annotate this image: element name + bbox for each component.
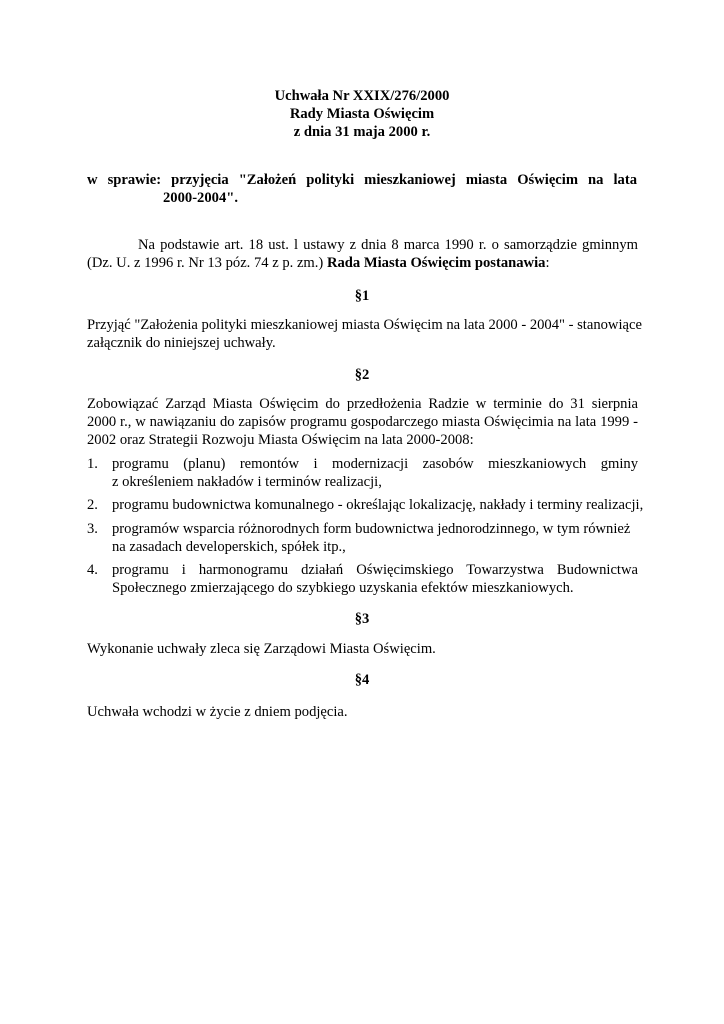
section-heading-4: §4 — [354, 672, 370, 688]
section-3-body — [87, 640, 638, 658]
section-1-body — [87, 316, 642, 352]
issuing-body: Rady Miasta Oświęcim — [289, 106, 435, 122]
list-item-line-1: programu i harmonogramu działań Oświęcimskiego Towarzystwa Budownictwa — [112, 562, 638, 578]
list-item-line-1: programu (planu) remontów i modernizacji zasobów mieszkaniowych gminy — [112, 456, 638, 472]
section-2-body — [87, 395, 638, 449]
list-item-line-2: z określeniem nakładów i terminów realizacji, — [112, 474, 382, 490]
section-heading-2: §2 — [354, 367, 370, 383]
preamble-line-1: Na podstawie art. 18 ust. l ustawy z dnia 8 marca 1990 r. o samorządzie gminnym — [138, 237, 638, 253]
resolution-title — [0, 87, 724, 141]
section-4-body — [87, 703, 638, 721]
s4-line-1: Uchwała wchodzi w życie z dniem podjęcia. — [87, 704, 348, 720]
preamble-council-decides: Rada Miasta Oświęcim postanawia — [326, 255, 546, 271]
preamble — [87, 236, 638, 272]
list-item-line-1: programu budownictwa komunalnego - określając lokalizację, nakłady i terminy realizacji, — [112, 497, 644, 513]
list-item-number: 4. — [87, 562, 98, 578]
list-item-number: 2. — [87, 497, 98, 513]
section-heading-1: §1 — [354, 288, 370, 304]
resolution-number: Uchwała Nr XXIX/276/2000 — [274, 88, 450, 104]
list-item-number: 1. — [87, 456, 98, 472]
section-heading-3: §3 — [354, 611, 370, 627]
subject-line-1: w sprawie: przyjęcia "Założeń polityki mieszkaniowej miasta Oświęcim na lata — [87, 172, 637, 188]
resolution-subject — [87, 171, 637, 207]
s1-line-1: Przyjąć "Założenia polityki mieszkaniowej miasta Oświęcim na lata 2000 - 2004" - stanowiące — [87, 317, 642, 333]
preamble-line-2 — [87, 254, 638, 272]
s2-line-1: Zobowiązać Zarząd Miasta Oświęcim do przedłożenia Radzie w terminie do 31 sierpnia — [87, 396, 638, 412]
s2-line-2: 2000 r., w nawiązaniu do zapisów programu gospodarczego miasta Oświęcimia na lata 1999 - — [87, 414, 638, 430]
list-item-number: 3. — [87, 521, 98, 537]
s1-line-2: załącznik do niniejszej uchwały. — [87, 335, 276, 351]
s3-line-1: Wykonanie uchwały zleca się Zarządowi Miasta Oświęcim. — [87, 641, 436, 657]
preamble-colon: : — [545, 255, 550, 271]
s2-line-3: 2002 oraz Strategii Rozwoju Miasta Oświęcim na lata 2000-2008: — [87, 432, 474, 448]
resolution-date: z dnia 31 maja 2000 r. — [293, 124, 431, 140]
list-item-line-1: programów wsparcia różnorodnych form budownictwa jednorodzinnego, w tym również — [112, 521, 631, 537]
preamble-legal-basis: (Dz. U. z 1996 r. Nr 13 póz. 74 z p. zm.) — [87, 255, 327, 271]
list-item-line-2: na zasadach developerskich, spółek itp., — [112, 539, 346, 555]
subject-line-2: 2000-2004". — [163, 190, 238, 206]
list-item-line-2: Społecznego zmierzającego do szybkiego uzyskania efektów mieszkaniowych. — [112, 580, 574, 596]
